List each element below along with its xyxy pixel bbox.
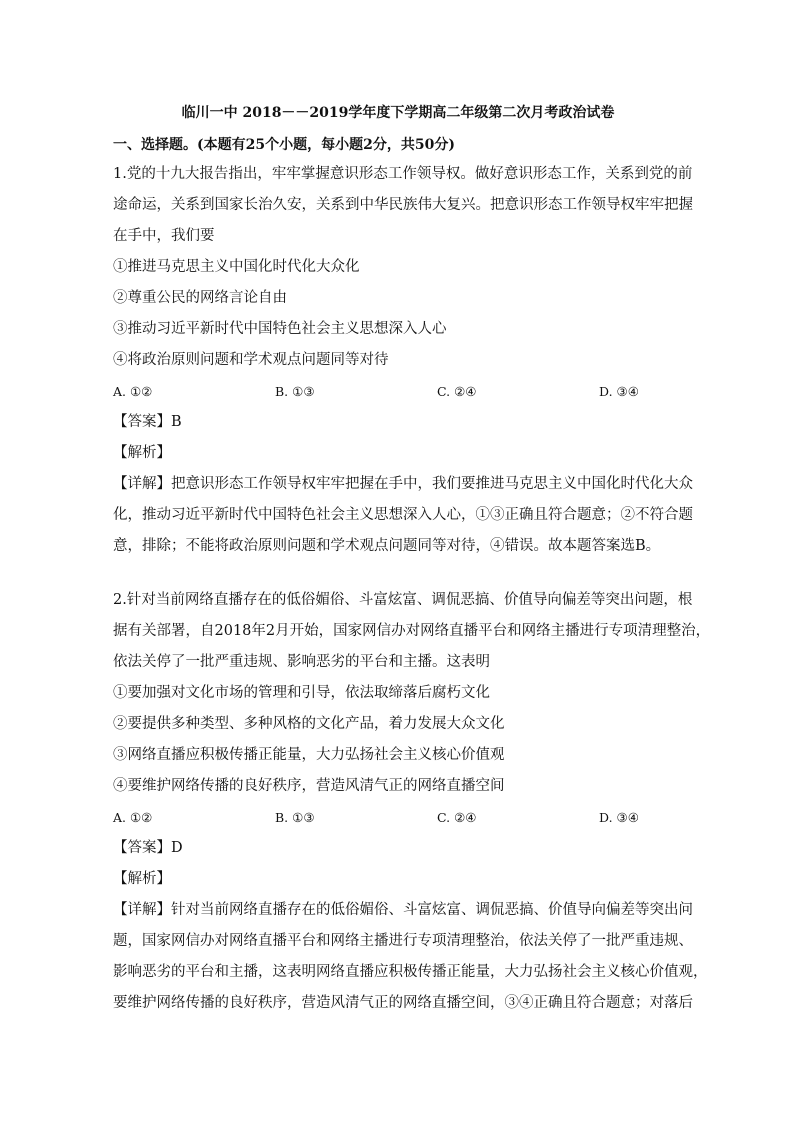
- option-b: B. ①③: [275, 384, 315, 399]
- question-2-detail-line: 题，国家网信办对网络直播平台和网络主播进行专项清理整治，依法关停了一批严重违规、: [113, 933, 693, 949]
- question-2-stem-line: 依法关停了一批严重违规、影响恶劣的平台和主播。这表明: [113, 654, 490, 670]
- question-1-detail-line: 【详解】把意识形态工作领导权牢牢把握在手中，我们要推进马克思主义中国化时代化大众: [113, 476, 693, 492]
- question-2-detail-line: 影响恶劣的平台和主播，这表明网络直播应积极传播正能量，大力弘扬社会主义核心价值观，: [113, 964, 708, 980]
- question-1-item: ④将政治原则问题和学术观点问题同等对待: [113, 352, 389, 368]
- question-2-stem-line: 2.针对当前网络直播存在的低俗媚俗、斗富炫富、调侃恶搞、价值导向偏差等突出问题，根: [113, 592, 693, 608]
- option-a: A. ①②: [113, 810, 153, 825]
- question-2: [113, 585, 711, 1019]
- document-content: [113, 101, 711, 1019]
- option-c: C. ②④: [437, 384, 477, 399]
- question-2-item: ②要提供多种类型、多种风格的文化产品，着力发展大众文化: [113, 716, 505, 732]
- question-1-analysis-label: 【解析】: [113, 445, 171, 461]
- question-1-item: ①推进马克思主义中国化时代化大众化: [113, 259, 360, 275]
- question-2-answer: 【答案】D: [113, 840, 183, 856]
- question-spacer: [113, 562, 683, 585]
- question-1-stem-line: 途命运，关系到国家长治久安，关系到中华民族伟大复兴。把意识形态工作领导权牢牢把握: [113, 197, 693, 213]
- question-2-stem-line: 据有关部署，自2018年2月开始，国家网信办对网络直播平台和网络主播进行专项清理整治，: [113, 623, 711, 639]
- option-b: B. ①③: [275, 810, 315, 825]
- question-1: [113, 159, 693, 562]
- question-2-detail-line: 【详解】针对当前网络直播存在的低俗媚俗、斗富炫富、调侃恶搞、价值导向偏差等突出问: [113, 902, 693, 918]
- option-a: A. ①②: [113, 384, 153, 399]
- question-1-options: [113, 376, 683, 407]
- question-1-stem-line: 1.党的十九大报告指出，牢牢掌握意识形态工作领导权。做好意识形态工作，关系到党的前: [113, 166, 693, 182]
- option-d: D. ③④: [599, 384, 639, 399]
- question-1-item: ②尊重公民的网络言论自由: [113, 290, 287, 306]
- question-2-detail-line: 要维护网络传播的良好秩序，营造风清气正的网络直播空间，③④正确且符合题意；对落后: [113, 995, 693, 1011]
- exam-title: 临川一中 2018－－2019学年度下学期高二年级第二次月考政治试卷: [181, 105, 615, 121]
- question-1-detail-line: 意，排除；不能将政治原则问题和学术观点问题同等对待，④错误。故本题答案选B。: [113, 538, 661, 554]
- option-d: D. ③④: [599, 810, 639, 825]
- section-heading: 一、选择题。(本题有25个小题，每小题2分，共50分): [113, 137, 455, 153]
- question-1-answer: 【答案】B: [113, 414, 182, 430]
- question-2-item: ③网络直播应积极传播正能量，大力弘扬社会主义核心价值观: [113, 747, 505, 763]
- question-1-detail-line: 化，推动习近平新时代中国特色社会主义思想深入人心，①③正确且符合题意；②不符合题: [113, 507, 693, 523]
- question-2-item: ④要维护网络传播的良好秩序，营造风清气正的网络直播空间: [113, 778, 505, 794]
- question-1-item: ③推动习近平新时代中国特色社会主义思想深入人心: [113, 321, 447, 337]
- question-1-stem-line: 在手中，我们要: [113, 228, 215, 244]
- question-2-options: [113, 802, 683, 833]
- question-2-analysis-label: 【解析】: [113, 871, 171, 887]
- option-c: C. ②④: [437, 810, 477, 825]
- question-2-item: ①要加强对文化市场的管理和引导，依法取缔落后腐朽文化: [113, 685, 490, 701]
